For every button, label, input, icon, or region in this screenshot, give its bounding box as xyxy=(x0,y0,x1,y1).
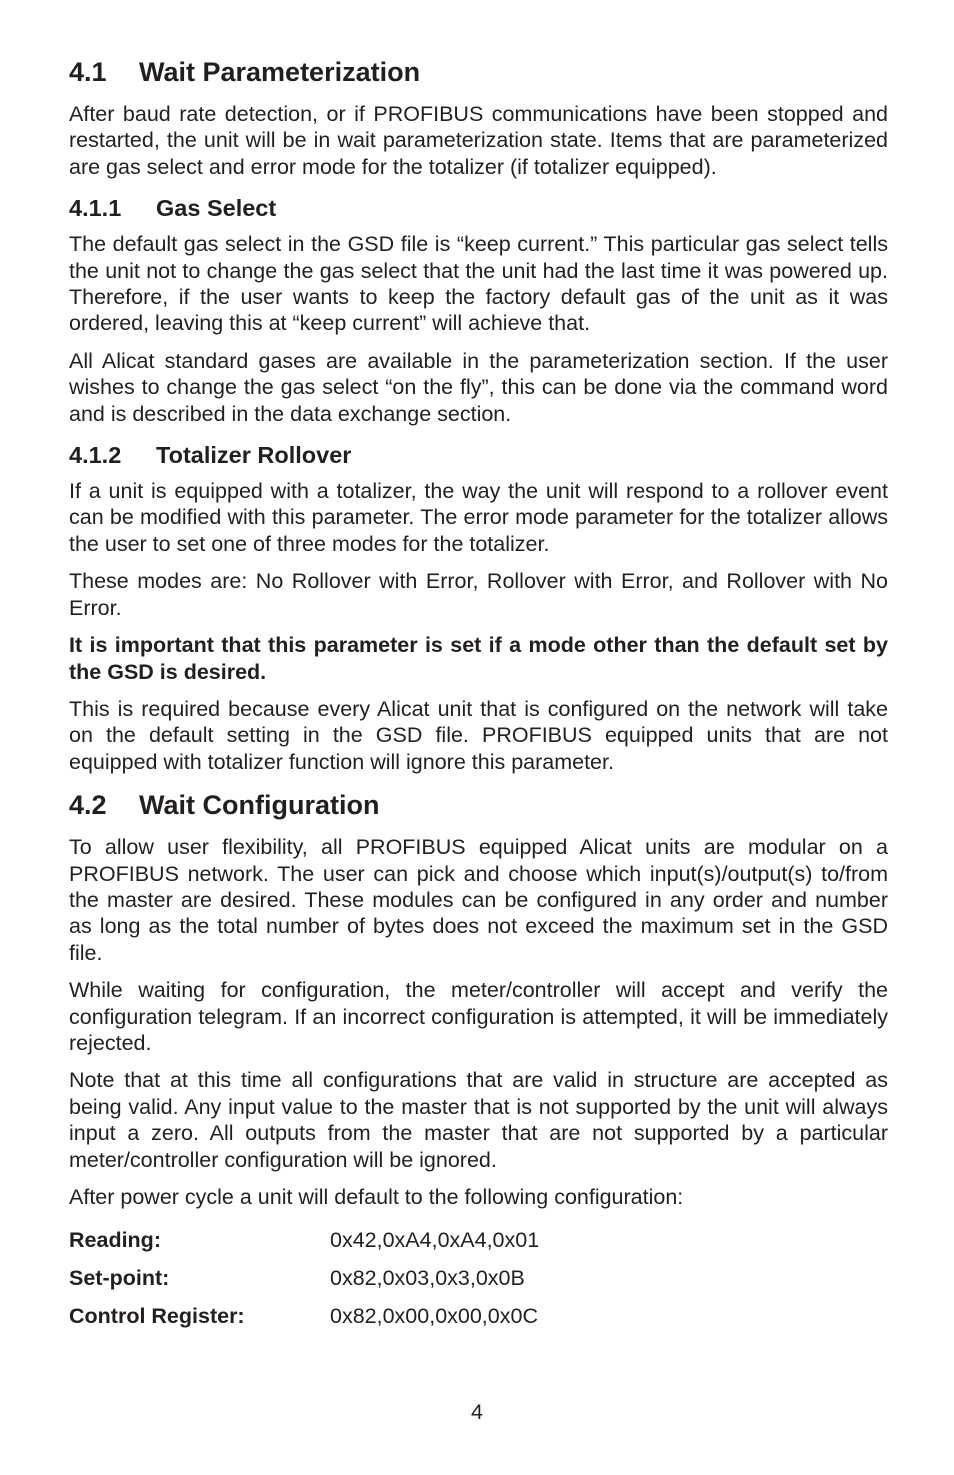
paragraph: These modes are: No Rollover with Error, Rollover with Error, and Rollover with No Error. xyxy=(69,569,888,620)
important-note: It is important that this parameter is set if a mode other than the default set by the GSD is desired. xyxy=(69,633,888,684)
config-value: 0x82,0x03,0x3,0x0B xyxy=(330,1265,525,1290)
document-page xyxy=(69,56,888,1335)
paragraph: All Alicat standard gases are available in the parameterization section. If the user wishes to change the gas select “on the fly”, this can be done via the command word and is described in the data exchange section. xyxy=(69,348,888,426)
config-value: 0x82,0x00,0x00,0x0C xyxy=(330,1303,538,1328)
paragraph: After power cycle a unit will default to the following configuration: xyxy=(69,1185,684,1209)
section-heading-4-2: 4.2 Wait Configuration xyxy=(69,790,380,821)
paragraph: To allow user flexibility, all PROFIBUS equipped Alicat units are modular on a PROFIBUS network. The user can pick and choose which input(s)/output(s) to/from the master are desired. These modules can be configured in any order and number as long as the total number of bytes does not exceed the maximum set in the GSD file. xyxy=(69,835,888,965)
page-number: 4 xyxy=(471,1400,483,1424)
config-row xyxy=(69,1221,539,1259)
config-row xyxy=(69,1297,539,1335)
subsection-heading-4-1-2: 4.1.2 Totalizer Rollover xyxy=(69,442,352,469)
config-row xyxy=(69,1259,539,1297)
paragraph: Note that at this time all configurations that are valid in structure are accepted as being valid. Any input value to the master that is not supported by the unit will always input a zero. All outputs from the master that are not supported by a particular meter/controller configuration will be ignored. xyxy=(69,1068,888,1172)
subsection-heading-4-1-1: 4.1.1 Gas Select xyxy=(69,195,277,222)
paragraph: If a unit is equipped with a totalizer, the way the unit will respond to a rollover event can be modified with this parameter. The error mode parameter for the totalizer allows the user to set one of three modes for the totalizer. xyxy=(69,479,888,556)
default-configuration-table xyxy=(69,1221,539,1335)
config-value: 0x42,0xA4,0xA4,0x01 xyxy=(330,1227,540,1252)
config-label: Reading: xyxy=(69,1227,161,1252)
paragraph: While waiting for configuration, the meter/controller will accept and verify the configuration telegram. If an incorrect configuration is attempted, it will be immediately rejected. xyxy=(69,978,888,1055)
section-heading-4-1: 4.1 Wait Parameterization xyxy=(69,57,421,87)
config-label: Control Register: xyxy=(69,1303,245,1328)
paragraph: The default gas select in the GSD file is “keep current.” This particular gas select tells the unit not to change the gas select that the unit had the last time it was powered up. Therefore, if the user wants to keep the factory default gas of the unit as it was ordered, leaving this at “keep current” will achieve that. xyxy=(69,232,888,336)
paragraph: This is required because every Alicat unit that is configured on the network will take on the default setting in the GSD file. PROFIBUS equipped units that are not equipped with totalizer function will ignore this parameter. xyxy=(69,696,888,774)
paragraph: After baud rate detection, or if PROFIBUS communications have been stopped and restarted, the unit will be in wait parameterization state. Items that are parameterized are gas select and error mode for the totalizer (if totalizer equipped). xyxy=(69,102,888,179)
config-label: Set-point: xyxy=(69,1265,170,1290)
